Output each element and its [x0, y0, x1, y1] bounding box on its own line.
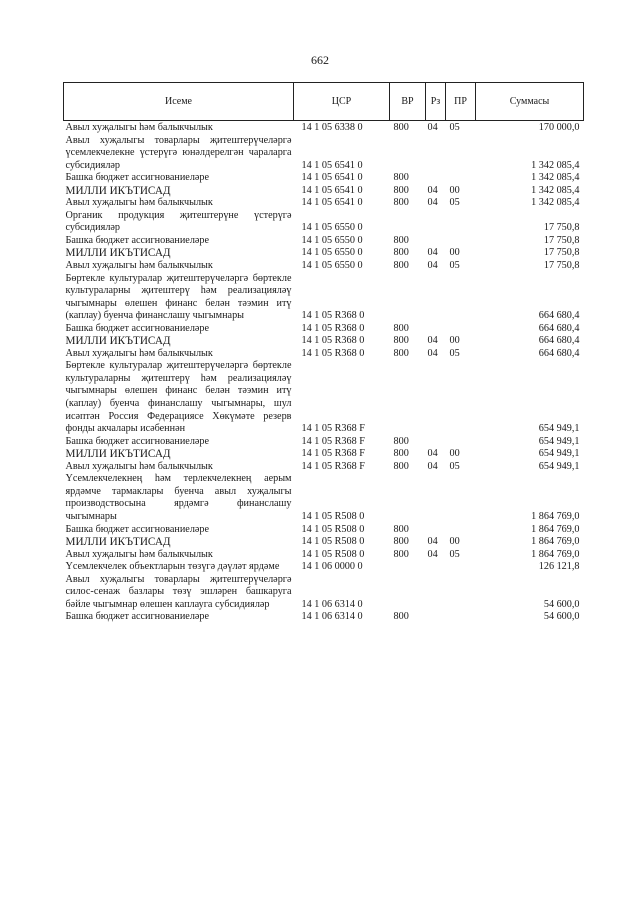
cell-vr: 800 — [393, 448, 409, 460]
cell-rz — [426, 524, 446, 537]
cell-csr: 14 1 05 R508 0 — [301, 523, 365, 535]
cell-sum: 54 600,0 — [543, 611, 580, 623]
cell-csr: 14 1 05 6550 0 — [301, 247, 363, 259]
cell-rz: 04 — [427, 347, 438, 359]
cell-sum: 17 750,8 — [543, 247, 580, 259]
cell-rz: 04 — [427, 247, 438, 259]
cell-sum: 1 864 769,0 — [531, 510, 580, 522]
cell-rz — [426, 135, 446, 173]
cell-csr: 14 1 05 R368 0 — [301, 335, 365, 347]
table-row — [64, 436, 584, 449]
cell-sum: 17 750,8 — [543, 260, 580, 272]
cell-pr: 00 — [449, 448, 460, 460]
cell-vr — [390, 135, 426, 173]
table-row — [64, 574, 584, 612]
cell-name: Үсемлекчелекнең һәм терлекчелекнең аерым ярдәмче тармаклары буенча авыл хуҗалыгы производствосына ярдәмгә финанслашу чыгымнары — [65, 473, 292, 522]
cell-pr: 05 — [449, 548, 460, 560]
header-sum: Суммасы — [476, 83, 584, 121]
cell-vr — [390, 473, 426, 523]
cell-name: Бөртекле культуралар җитештерүчеләргә бөртекле культураларны җитештерү һәм реализацияләү чыгымнары өлешен финанс белән тәэмин итү (каплау) буенча финанслашу чыгымнары — [65, 272, 292, 322]
cell-rz — [426, 574, 446, 612]
cell-vr: 800 — [393, 611, 409, 623]
cell-rz: 04 — [427, 122, 438, 133]
cell-csr: 14 1 05 6541 0 — [301, 172, 363, 184]
cell-vr: 800 — [393, 247, 409, 259]
cell-csr: 14 1 05 R368 F — [301, 460, 365, 472]
cell-vr: 800 — [393, 335, 409, 347]
cell-name: МИЛЛИ ИКЪТИСАД — [65, 448, 171, 461]
cell-vr: 800 — [393, 184, 409, 196]
cell-sum: 654 949,1 — [538, 435, 580, 447]
cell-name: Үсемлекчелек объектларын төзүгә дәүләт ярдәме — [65, 561, 280, 573]
cell-sum: 17 750,8 — [543, 234, 580, 246]
cell-vr: 800 — [393, 260, 409, 272]
cell-vr — [390, 273, 426, 323]
cell-pr — [446, 210, 476, 235]
cell-name: Бөртекле культуралар җитештерүчеләргә бөртекле культураларны җитештерү һәм реализацияләү чыгымнары өлешен финанс белән тәэмин итү (каплау) буенча финанслашу чыгымнары, шул исәптән Россия Федерациясе Хөкүмәте резерв фонды акчалары исәбеннән — [65, 360, 292, 435]
cell-name: Авыл хуҗалыгы товарлары җитештерүчеләргә үсемлекчелекне үстерүгә юнәлдерелгән чараларга субсидияләр — [65, 134, 292, 171]
cell-name: Башка бюджет ассигнованиеләре — [65, 435, 210, 447]
cell-vr: 800 — [393, 234, 409, 246]
cell-name: Башка бюджет ассигнованиеләре — [65, 611, 210, 623]
table-body — [64, 121, 584, 624]
cell-csr: 14 1 05 R508 0 — [301, 548, 365, 560]
cell-rz: 04 — [427, 184, 438, 196]
cell-vr: 800 — [393, 122, 409, 133]
table-row — [64, 235, 584, 248]
cell-pr — [446, 436, 476, 449]
cell-rz — [426, 360, 446, 435]
cell-csr: 14 1 05 6541 0 — [301, 184, 363, 196]
cell-sum: 654 949,1 — [538, 460, 580, 472]
cell-name: МИЛЛИ ИКЪТИСАД — [65, 247, 171, 260]
cell-rz: 04 — [427, 335, 438, 347]
cell-pr — [446, 323, 476, 336]
cell-rz — [426, 561, 446, 574]
cell-vr — [390, 574, 426, 612]
cell-sum: 17 750,8 — [543, 222, 580, 234]
table-row — [64, 348, 584, 361]
table-row — [64, 561, 584, 574]
table-row — [64, 473, 584, 523]
table-row — [64, 185, 584, 198]
cell-csr: 14 1 05 R368 0 — [301, 322, 365, 334]
cell-csr: 14 1 05 6550 0 — [301, 260, 363, 272]
cell-sum: 664 680,4 — [538, 322, 580, 334]
table-header-row — [64, 83, 584, 121]
table-row — [64, 536, 584, 549]
table-row — [64, 549, 584, 562]
cell-csr: 14 1 05 R368 F — [301, 448, 365, 460]
header-rz: Рз — [426, 83, 446, 121]
cell-pr — [446, 524, 476, 537]
cell-pr — [446, 172, 476, 185]
cell-sum: 1 864 769,0 — [531, 536, 580, 548]
cell-csr: 14 1 05 R368 F — [301, 435, 365, 447]
cell-csr: 14 1 05 R368 0 — [301, 347, 365, 359]
cell-name: МИЛЛИ ИКЪТИСАД — [65, 335, 171, 348]
table-row — [64, 524, 584, 537]
cell-name: Авыл хуҗалыгы һәм балыкчылык — [65, 548, 213, 560]
cell-name: Авыл хуҗалыгы товарлары җитештерүчеләргә силос-сенаж базлары төзү эшләрен башкаруга бәйле чыгымнар өлешен каплауга субсидияләр — [65, 573, 292, 610]
table-row — [64, 611, 584, 624]
cell-sum: 664 680,4 — [538, 310, 580, 322]
cell-pr: 00 — [449, 184, 460, 196]
cell-vr: 800 — [393, 322, 409, 334]
cell-csr: 14 1 05 6550 0 — [301, 234, 363, 246]
cell-rz — [426, 473, 446, 523]
cell-name: Башка бюджет ассигнованиеләре — [65, 172, 210, 184]
cell-csr: 14 1 06 0000 0 — [301, 561, 363, 573]
cell-csr: 14 1 06 6314 0 — [301, 598, 363, 610]
cell-vr: 800 — [393, 460, 409, 472]
cell-rz — [426, 611, 446, 624]
cell-rz — [426, 323, 446, 336]
cell-pr — [446, 135, 476, 173]
cell-vr: 800 — [393, 347, 409, 359]
cell-sum: 1 864 769,0 — [531, 523, 580, 535]
cell-sum: 126 121,8 — [538, 561, 580, 573]
cell-sum: 664 680,4 — [538, 335, 580, 347]
cell-rz — [426, 172, 446, 185]
cell-pr: 05 — [449, 197, 460, 209]
cell-rz: 04 — [427, 197, 438, 209]
cell-csr: 14 1 05 R508 0 — [301, 536, 365, 548]
cell-csr: 14 1 05 R368 0 — [301, 310, 365, 322]
cell-pr — [446, 561, 476, 574]
cell-csr: 14 1 06 6314 0 — [301, 611, 363, 623]
header-name: Исеме — [64, 83, 294, 121]
cell-pr: 05 — [449, 460, 460, 472]
cell-rz: 04 — [427, 536, 438, 548]
cell-vr — [390, 561, 426, 574]
budget-table — [63, 82, 584, 624]
cell-name: Органик продукция җитештерүне үстерүгә субсидияләр — [65, 209, 292, 234]
cell-rz — [426, 235, 446, 248]
cell-csr: 14 1 05 6541 0 — [301, 197, 363, 209]
cell-sum: 654 949,1 — [538, 448, 580, 460]
cell-sum: 664 680,4 — [538, 347, 580, 359]
table-row — [64, 360, 584, 435]
cell-pr — [446, 574, 476, 612]
cell-sum: 54 600,0 — [543, 598, 580, 610]
table-row — [64, 260, 584, 273]
cell-csr: 14 1 05 6338 0 — [301, 122, 363, 133]
cell-pr: 05 — [449, 260, 460, 272]
cell-sum: 1 864 769,0 — [531, 548, 580, 560]
cell-rz: 04 — [427, 260, 438, 272]
cell-vr: 800 — [393, 435, 409, 447]
cell-pr — [446, 611, 476, 624]
table-row — [64, 172, 584, 185]
cell-sum: 1 342 085,4 — [531, 172, 580, 184]
cell-vr: 800 — [393, 197, 409, 209]
cell-pr — [446, 360, 476, 435]
cell-pr: 00 — [449, 247, 460, 259]
table-row — [64, 273, 584, 323]
cell-csr: 14 1 05 R508 0 — [301, 510, 365, 522]
cell-name: МИЛЛИ ИКЪТИСАД — [65, 184, 171, 197]
cell-sum: 1 342 085,4 — [531, 159, 580, 171]
header-vr: ВР — [390, 83, 426, 121]
cell-name: Башка бюджет ассигнованиеләре — [65, 234, 210, 246]
cell-vr — [390, 360, 426, 435]
table-row — [64, 121, 584, 135]
cell-name: Башка бюджет ассигнованиеләре — [65, 322, 210, 334]
cell-pr — [446, 473, 476, 523]
cell-name: Авыл хуҗалыгы һәм балыкчылык — [65, 347, 213, 359]
cell-rz: 04 — [427, 548, 438, 560]
cell-name: Башка бюджет ассигнованиеләре — [65, 523, 210, 535]
page-number: 662 — [311, 53, 329, 67]
cell-pr: 00 — [449, 536, 460, 548]
cell-pr — [446, 273, 476, 323]
cell-vr — [390, 210, 426, 235]
cell-vr: 800 — [393, 523, 409, 535]
table-row — [64, 461, 584, 474]
cell-vr: 800 — [393, 548, 409, 560]
cell-rz — [426, 436, 446, 449]
cell-sum: 1 342 085,4 — [531, 184, 580, 196]
table-row — [64, 247, 584, 260]
header-pr: ПР — [446, 83, 476, 121]
cell-pr — [446, 235, 476, 248]
cell-pr: 05 — [449, 122, 460, 133]
cell-name: Авыл хуҗалыгы һәм балыкчылык — [65, 197, 213, 209]
cell-csr: 14 1 05 R368 F — [301, 423, 365, 435]
cell-vr: 800 — [393, 172, 409, 184]
cell-csr: 14 1 05 6541 0 — [301, 159, 363, 171]
cell-vr: 800 — [393, 536, 409, 548]
cell-rz: 04 — [427, 448, 438, 460]
cell-rz — [426, 210, 446, 235]
cell-csr: 14 1 05 6550 0 — [301, 222, 363, 234]
table-row — [64, 323, 584, 336]
table-row — [64, 210, 584, 235]
cell-pr: 00 — [449, 335, 460, 347]
cell-rz: 04 — [427, 460, 438, 472]
cell-name: Авыл хуҗалыгы һәм балыкчылык — [65, 460, 213, 472]
header-csr: ЦСР — [294, 83, 390, 121]
cell-name: МИЛЛИ ИКЪТИСАД — [65, 536, 171, 549]
cell-rz — [426, 273, 446, 323]
cell-name: Авыл хуҗалыгы һәм балыкчылык — [65, 260, 213, 272]
cell-sum: 170 000,0 — [538, 122, 580, 133]
table-row — [64, 335, 584, 348]
cell-sum: 654 949,1 — [538, 423, 580, 435]
table-row — [64, 448, 584, 461]
cell-pr: 05 — [449, 347, 460, 359]
cell-name: Авыл хуҗалыгы һәм балыкчылык — [65, 122, 213, 133]
table-row — [64, 197, 584, 210]
table-row — [64, 135, 584, 173]
cell-sum: 1 342 085,4 — [531, 197, 580, 209]
